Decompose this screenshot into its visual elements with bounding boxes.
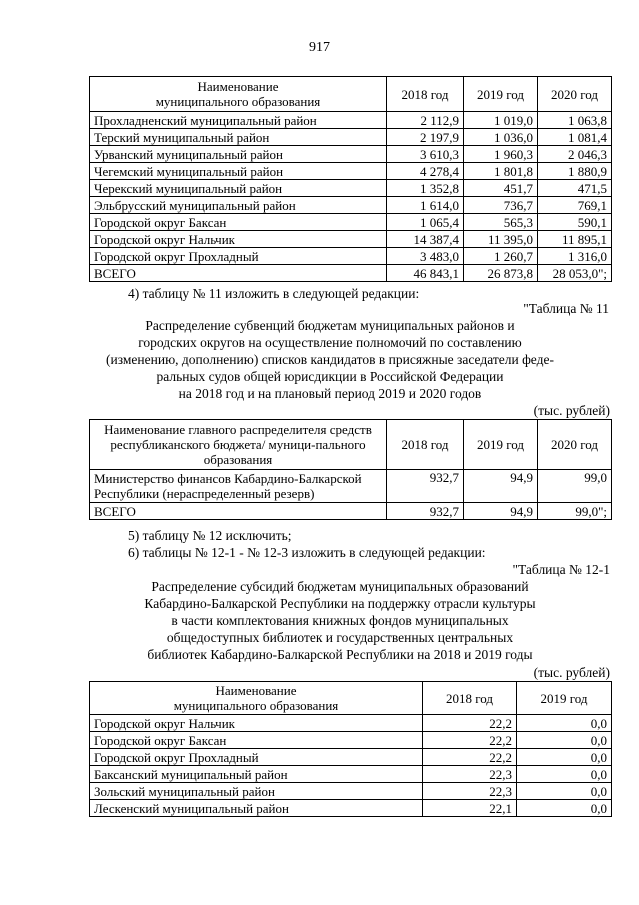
table-row — [90, 129, 612, 146]
table-12-title-4: общедоступных библиотек и государственных центральных — [166, 630, 514, 645]
table-row — [90, 146, 612, 163]
table-cell-name: Городской округ Баксан — [90, 214, 387, 231]
table-cell-name: Черекский муниципальный район — [90, 180, 387, 197]
table-cell-name: Городской округ Прохладный — [90, 749, 423, 766]
table-cell-value: 1 019,0 — [464, 112, 538, 129]
table-cell-name: Городской округ Нальчик — [90, 715, 423, 732]
table-cell-value: 22,2 — [423, 732, 517, 749]
table-cell-value: 2 112,9 — [387, 112, 464, 129]
table-row — [90, 766, 612, 783]
table-municipal-2018-2020 — [89, 76, 612, 282]
item-4: 4) таблицу № 11 изложить в следующей редакции: — [128, 286, 420, 301]
cell-2020: 99,0"; — [538, 503, 612, 520]
table-cell-value: 14 387,4 — [387, 231, 464, 248]
header-2019: 2019 год — [464, 420, 538, 470]
table-cell-name: Прохладненский муниципальный район — [90, 112, 387, 129]
table-cell-value: 769,1 — [538, 197, 612, 214]
units-label: (тыс. рублей) — [533, 403, 610, 418]
table-11-title-1: Распределение субвенций бюджетам муниципальных районов и — [145, 318, 515, 333]
item-6: 6) таблицы № 12-1 - № 12-3 изложить в следующей редакции: — [128, 545, 486, 560]
cell-2019: 94,9 — [464, 503, 538, 520]
item-5: 5) таблицу № 12 исключить; — [128, 528, 292, 543]
table-row — [90, 800, 612, 817]
cell-2018: 932,7 — [387, 470, 464, 503]
table-cell-value: 1 801,8 — [464, 163, 538, 180]
table-row-name: ВСЕГО — [90, 503, 387, 520]
header-2019: 2019 год — [517, 682, 612, 715]
table-cell-value: 4 278,4 — [387, 163, 464, 180]
table-cell-name: Эльбрусский муниципальный район — [90, 197, 387, 214]
table-cell-name: Городской округ Прохладный — [90, 248, 387, 265]
cell-2020: 99,0 — [538, 470, 612, 503]
table-cell-value: 3 610,3 — [387, 146, 464, 163]
table-cell-value: 26 873,8 — [464, 265, 538, 282]
header-2020: 2020 год — [538, 77, 612, 112]
table-cell-value: 1 614,0 — [387, 197, 464, 214]
table-row — [90, 715, 612, 732]
table-cell-value: 471,5 — [538, 180, 612, 197]
table-cell-value: 3 483,0 — [387, 248, 464, 265]
table-row — [90, 732, 612, 749]
table-cell-value: 0,0 — [517, 766, 612, 783]
table-cell-name: Урванский муниципальный район — [90, 146, 387, 163]
table-12-title-5: библиотек Кабардино-Балкарской Республики на 2018 и 2019 годы — [147, 647, 533, 662]
table-cell-value: 22,2 — [423, 749, 517, 766]
table-cell-name: ВСЕГО — [90, 265, 387, 282]
table-cell-value: 2 046,3 — [538, 146, 612, 163]
table-cell-value: 11 895,1 — [538, 231, 612, 248]
table-cell-value: 22,3 — [423, 783, 517, 800]
table-cell-name: Терский муниципальный район — [90, 129, 387, 146]
table-cell-value: 1 036,0 — [464, 129, 538, 146]
table-cell-value: 22,3 — [423, 766, 517, 783]
table-12-title-1: Распределение субсидий бюджетам муниципальных образований — [151, 579, 529, 594]
table-row — [90, 749, 612, 766]
table-cell-value: 28 053,0"; — [538, 265, 612, 282]
table-row — [90, 248, 612, 265]
table-cell-value: 1 352,8 — [387, 180, 464, 197]
cell-2019: 94,9 — [464, 470, 538, 503]
header-2018: 2018 год — [423, 682, 517, 715]
table-row — [90, 265, 612, 282]
header-name: Наименование муниципального образования — [90, 682, 423, 715]
table-row — [90, 214, 612, 231]
table-cell-value: 736,7 — [464, 197, 538, 214]
table-11-title-3: (изменению, дополнению) списков кандидатов в присяжные заседатели феде- — [106, 352, 554, 367]
table-cell-name: Лескенский муниципальный район — [90, 800, 423, 817]
table-11-title-4: ральных судов общей юрисдикции в Российской Федерации — [156, 369, 504, 384]
table-row — [90, 783, 612, 800]
table-cell-value: 565,3 — [464, 214, 538, 231]
table-cell-value: 1 316,0 — [538, 248, 612, 265]
cell-2018: 932,7 — [387, 503, 464, 520]
table-cell-value: 1 063,8 — [538, 112, 612, 129]
table-cell-value: 1 260,7 — [464, 248, 538, 265]
table-cell-value: 0,0 — [517, 800, 612, 817]
units-label-2: (тыс. рублей) — [533, 665, 610, 680]
table-row-name: Министерство финансов Кабардино-Балкарской Республики (нераспределенный резерв) — [90, 470, 387, 503]
page-number: 917 — [309, 40, 330, 55]
table-row — [90, 231, 612, 248]
table-cell-value: 22,2 — [423, 715, 517, 732]
table-cell-value: 1 081,4 — [538, 129, 612, 146]
table-cell-value: 0,0 — [517, 732, 612, 749]
table-cell-value: 2 197,9 — [387, 129, 464, 146]
header-2020: 2020 год — [538, 420, 612, 470]
table-cell-value: 46 843,1 — [387, 265, 464, 282]
table-11-label: "Таблица № 11 — [523, 301, 609, 316]
header-2019: 2019 год — [464, 77, 538, 112]
table-12-1-label: "Таблица № 12-1 — [512, 562, 610, 577]
table-12-1 — [89, 681, 612, 817]
table-cell-value: 1 880,9 — [538, 163, 612, 180]
table-cell-name: Чегемский муниципальный район — [90, 163, 387, 180]
table-cell-value: 451,7 — [464, 180, 538, 197]
table-cell-value: 0,0 — [517, 715, 612, 732]
table-cell-value: 1 065,4 — [387, 214, 464, 231]
header-distributor: Наименование главного распределителя средств республиканского бюджета/ муници-пального образования — [90, 420, 387, 470]
table-cell-value: 0,0 — [517, 749, 612, 766]
table-11-title-2: городских округов на осуществление полномочий по составлению — [138, 335, 522, 350]
table-cell-value: 1 960,3 — [464, 146, 538, 163]
table-11-title-5: на 2018 год и на плановый период 2019 и 2020 годов — [178, 386, 482, 401]
table-cell-name: Зольский муниципальный район — [90, 783, 423, 800]
table-11 — [89, 419, 612, 520]
table-row — [90, 180, 612, 197]
table-row — [90, 112, 612, 129]
table-cell-value: 590,1 — [538, 214, 612, 231]
header-2018: 2018 год — [387, 77, 464, 112]
table-cell-name: Городской округ Нальчик — [90, 231, 387, 248]
table-row — [90, 197, 612, 214]
header-2018: 2018 год — [387, 420, 464, 470]
table-cell-name: Баксанский муниципальный район — [90, 766, 423, 783]
table-12-title-3: в части комплектования книжных фондов муниципальных — [171, 613, 509, 628]
table-cell-name: Городской округ Баксан — [90, 732, 423, 749]
table-cell-value: 0,0 — [517, 783, 612, 800]
table-row — [90, 163, 612, 180]
header-name: Наименование муниципального образования — [90, 77, 387, 112]
table-12-title-2: Кабардино-Балкарской Республики на поддержку отрасли культуры — [144, 596, 536, 611]
table-cell-value: 22,1 — [423, 800, 517, 817]
table-cell-value: 11 395,0 — [464, 231, 538, 248]
